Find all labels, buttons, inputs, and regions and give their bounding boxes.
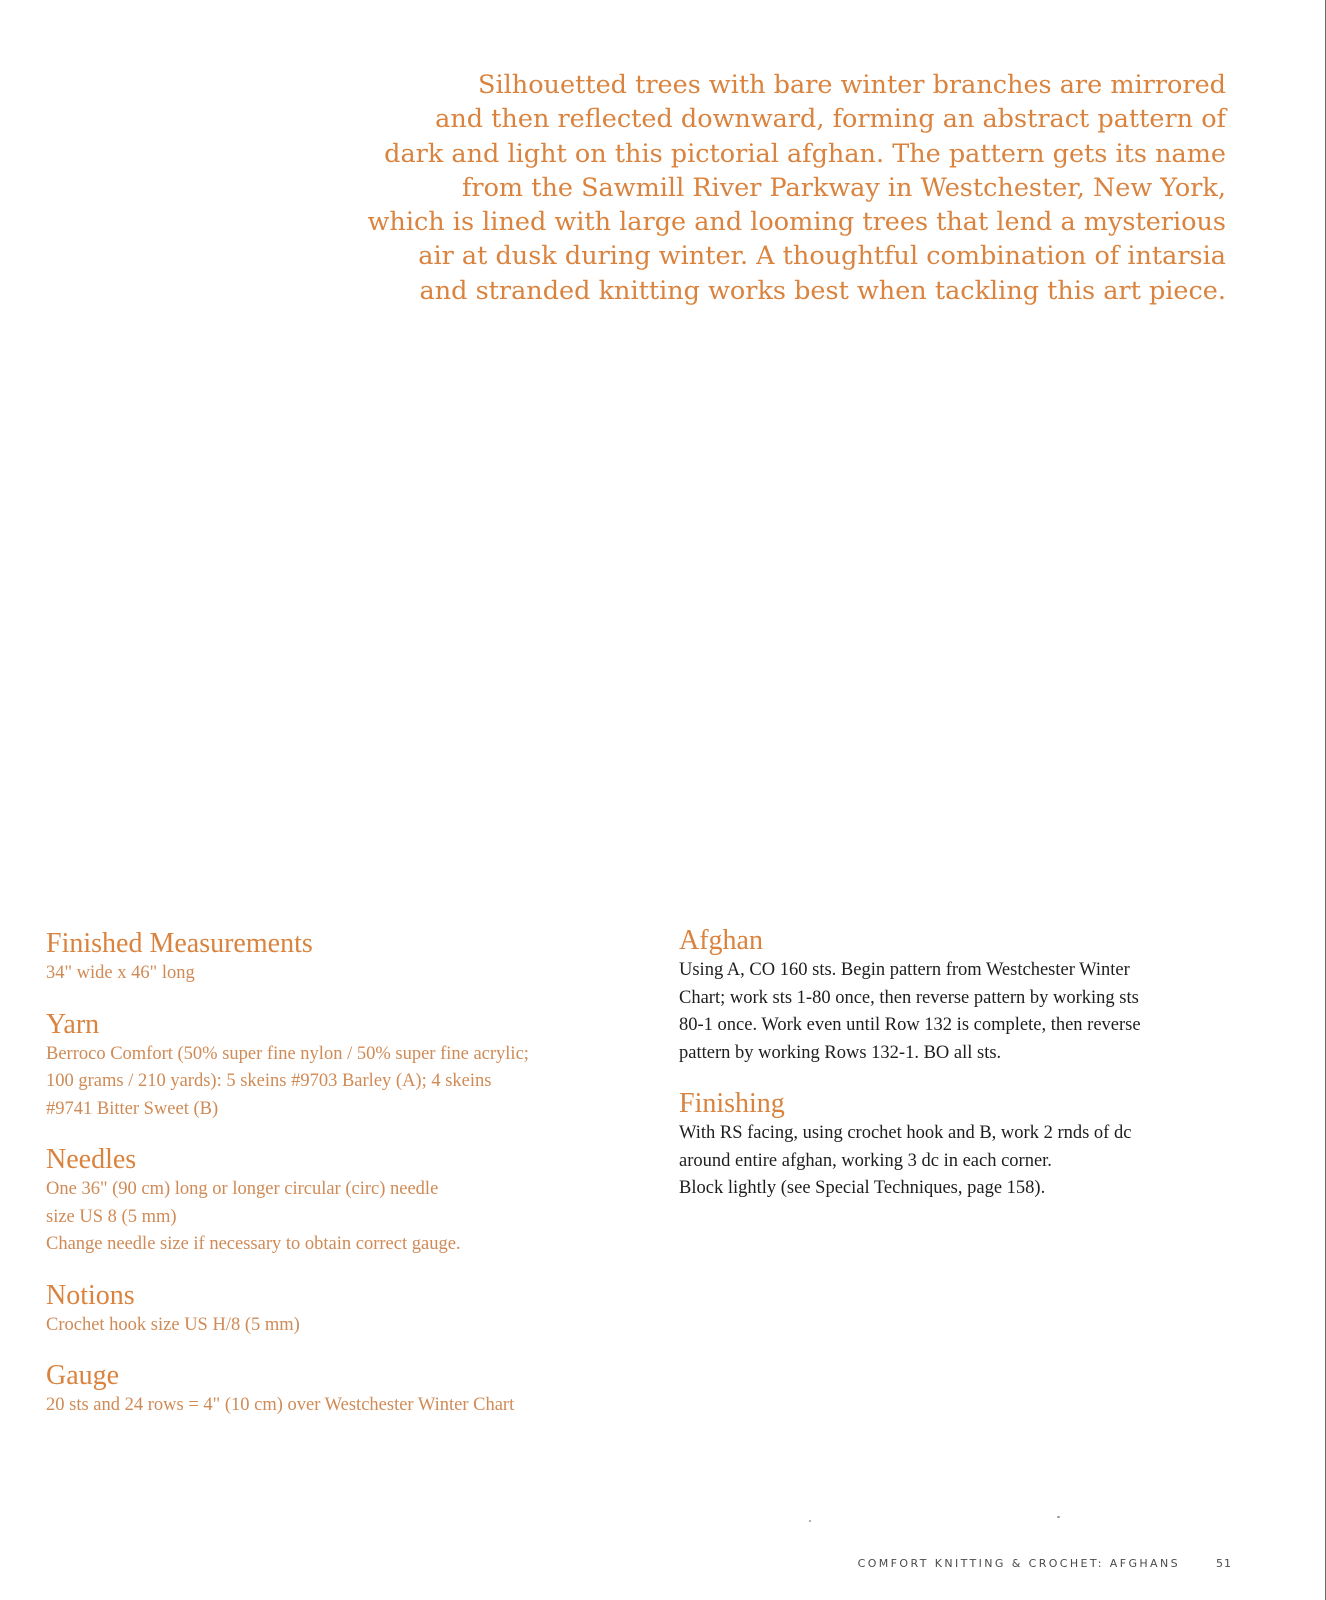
intro-line: and then reflected downward, forming an abstract pattern of — [435, 104, 1226, 135]
section-body — [679, 957, 1279, 1067]
notions-section — [46, 1280, 646, 1340]
gauge-section — [46, 1360, 646, 1420]
body-line: size US 8 (5 mm) — [46, 1206, 177, 1227]
body-line: around entire afghan, working 3 dc in each corner. — [679, 1150, 1052, 1171]
afghan-section — [679, 925, 1279, 1067]
finishing-section — [679, 1088, 1279, 1203]
body-line: One 36" (90 cm) long or longer circular (circ) needle — [46, 1179, 439, 1199]
body-line: 100 grams / 210 yards): 5 skeins #9703 Barley (A); 4 skeins — [46, 1071, 492, 1091]
needles-section — [46, 1144, 646, 1259]
section-heading: Gauge — [46, 1360, 120, 1391]
section-heading: Afghan — [679, 925, 763, 956]
body-line: Change needle size if necessary to obtain correct gauge. — [46, 1234, 461, 1254]
body-line: #9741 Bitter Sweet (B) — [46, 1098, 219, 1119]
intro-line: which is lined with large and looming trees that lend a mysterious — [367, 207, 1226, 238]
body-line: Berroco Comfort (50% super fine nylon / 50% super fine acrylic; — [46, 1043, 529, 1064]
intro-line: air at dusk during winter. A thoughtful combination of intarsia — [418, 241, 1226, 272]
section-heading: Finishing — [679, 1088, 785, 1119]
body-line: Block lightly (see Special Techniques, page 158). — [679, 1178, 1046, 1198]
intro-line: from the Sawmill River Parkway in Westchester, New York, — [461, 172, 1226, 203]
intro-line: and stranded knitting works best when tackling this art piece. — [419, 275, 1226, 306]
body-line: 20 sts and 24 rows = 4" (10 cm) over Westchester Winter Chart — [46, 1395, 515, 1415]
section-body — [679, 1120, 1279, 1203]
section-body — [46, 1041, 646, 1124]
intro-line: dark and light on this pictorial afghan. The pattern gets its name — [384, 138, 1226, 169]
instructions-column — [679, 925, 1279, 1203]
running-title: COMFORT KNITTING & CROCHET: AFGHANS — [857, 1557, 1180, 1570]
section-heading: Notions — [46, 1279, 135, 1311]
body-line: pattern by working Rows 132-1. BO all sts. — [679, 1042, 1002, 1063]
body-line: With RS facing, using crochet hook and B, work 2 rnds of dc — [679, 1123, 1132, 1143]
section-heading: Yarn — [46, 1008, 100, 1040]
section-heading: Needles — [46, 1144, 137, 1175]
section-body — [46, 960, 646, 988]
page-number: 51 — [1216, 1557, 1232, 1570]
intro-line: Silhouetted trees with bare winter branches are mirrored — [478, 70, 1226, 100]
scan-speck — [1057, 1516, 1060, 1518]
body-line: Crochet hook size US H/8 (5 mm) — [46, 1314, 300, 1335]
page-footer — [858, 1557, 1232, 1570]
body-line: Using A, CO 160 sts. Begin pattern from Westchester Winter — [679, 960, 1130, 980]
body-line: Chart; work sts 1-80 once, then reverse pattern by working sts — [679, 987, 1139, 1008]
finished-measurements-section — [46, 928, 646, 988]
section-heading: Finished Measurements — [46, 928, 313, 959]
materials-column — [46, 928, 646, 1420]
scan-speck — [809, 1520, 811, 1522]
intro-paragraph — [326, 68, 1226, 308]
section-body — [46, 1312, 646, 1340]
yarn-section — [46, 1009, 646, 1124]
section-body — [46, 1392, 646, 1420]
body-line: 80-1 once. Work even until Row 132 is complete, then reverse — [679, 1015, 1141, 1035]
body-line: 34" wide x 46" long — [46, 963, 195, 983]
section-body — [46, 1176, 646, 1259]
